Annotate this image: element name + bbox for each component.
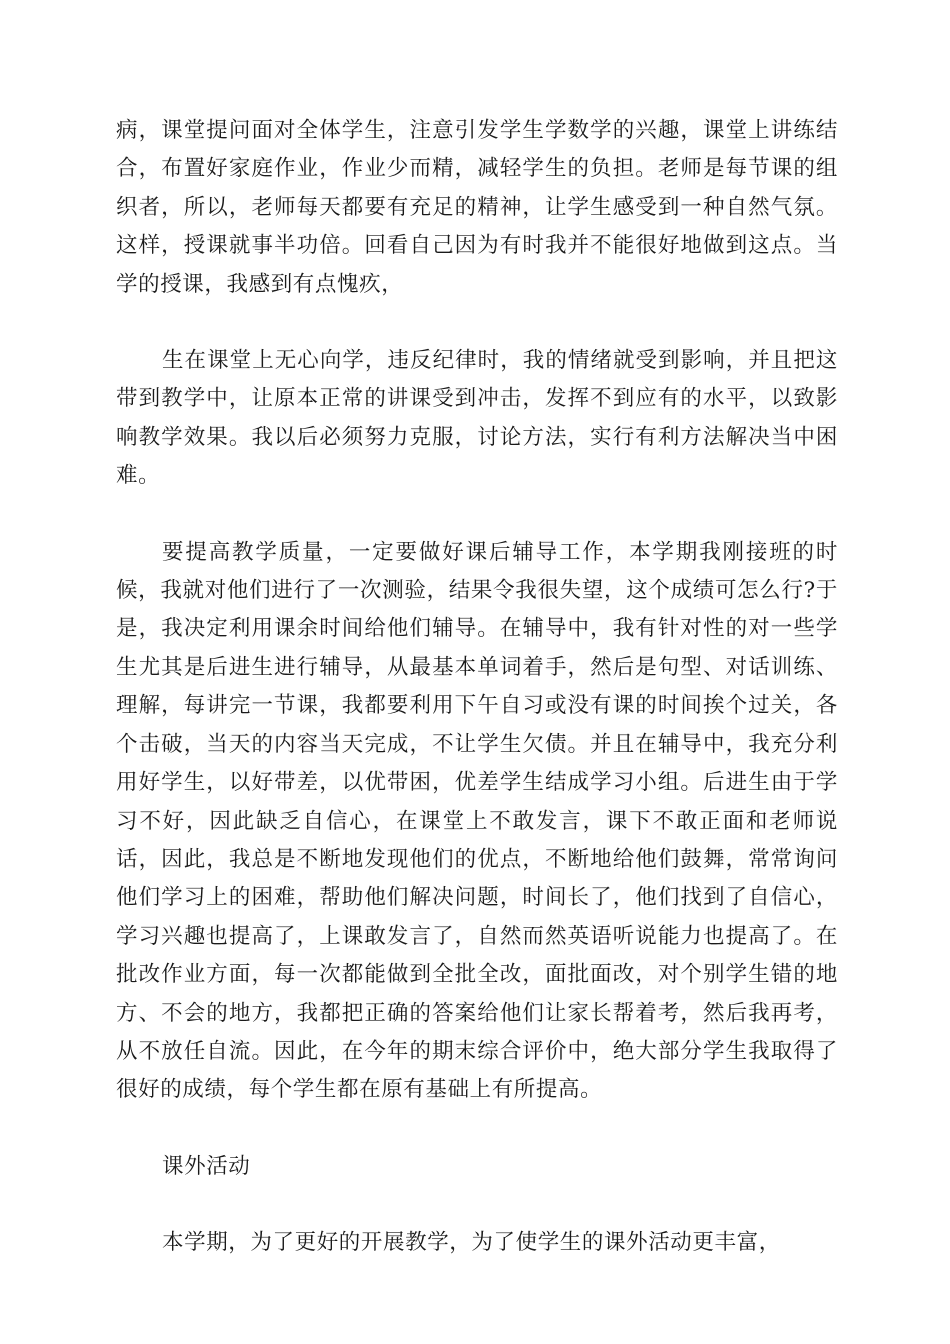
paragraph-3: 要提高教学质量，一定要做好课后辅导工作，本学期我刚接班的时候，我就对他们进行了一次测验，结果令我很失望，这个成绩可怎么行?于是，我决定利用课余时间给他们辅导。在辅导中，我有针对性的对一些学生尤其是后进生进行辅导，从最基本单词着手，然后是句型、对话训练、理解，每讲完一节课，我都要利用下午自习或没有课的时间挨个过关，各个击破，当天的内容当天完成，不让学生欠债。并且在辅导中，我充分利用好学生，以好带差，以优带困，优差学生结成学习小组。后进生由于学习不好，因此缺乏自信心，在课堂上不敢发言，课下不敢正面和老师说话，因此，我总是不断地发现他们的优点，不断地给他们鼓舞，常常询问他们学习上的困难，帮助他们解决问题，时间长了，他们找到了自信心，学习兴趣也提高了，上课敢发言了，自然而然英语听说能力也提高了。在批改作业方面，每一次都能做到全批全改，面批面改，对个别学生错的地方、不会的地方，我都把正确的答案给他们让家长帮着考，然后我再考，从不放任自流。因此，在今年的期末综合评价中，绝大部分学生我取得了很好的成绩，每个学生都在原有基础上有所提高。 (116, 539, 838, 1103)
section-heading-extracurricular: 课外活动 (162, 1153, 251, 1179)
paragraph-2: 生在课堂上无心向学，违反纪律时，我的情绪就受到影响，并且把这带到教学中，让原本正常的讲课受到冲击，发挥不到应有的水平，以致影响教学效果。我以后必须努力克服，讨论方法，实行有利方法解决当中困难。 (116, 348, 838, 489)
paragraph-1: 病，课堂提问面对全体学生，注意引发学生学数学的兴趣，课堂上讲练结合，布置好家庭作业，作业少而精，减轻学生的负担。老师是每节课的组织者，所以，老师每天都要有充足的精神，让学生感受到一种自然气氛。这样，授课就事半功倍。回看自己因为有时我并不能很好地做到这点。当学的授课，我感到有点愧疚， (116, 118, 838, 297)
paragraph-4: 本学期，为了更好的开展教学，为了使学生的课外活动更丰富， (162, 1230, 781, 1256)
document-page (116, 112, 838, 1263)
